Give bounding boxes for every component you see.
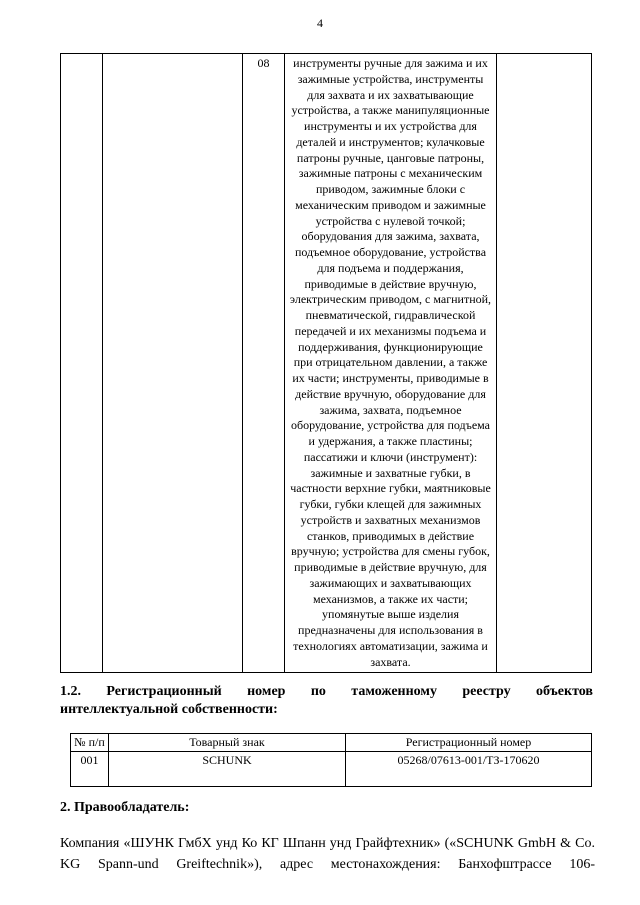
section-2-heading: 2. Правообладатель: [60,800,190,815]
registration-table [70,733,592,787]
section-1-2-heading-cont: интеллектуальной собственности: [60,702,278,717]
col-header-reg-number: Регистрационный номер [346,734,592,752]
registration-table-header [71,734,592,752]
col-header-number: № п/п [71,734,109,752]
table-row [71,752,592,787]
col-header-trademark: Товарный знак [109,734,346,752]
section-1-2-heading: 1.2. Регистрационный номер по таможенному реестру объектов [60,684,593,699]
cell-reg-number: 05268/07613-001/ТЗ-170620 [346,752,592,787]
goods-row [61,54,592,673]
goods-table [60,53,592,673]
cell-number: 001 [71,752,109,787]
goods-cell-empty-1 [61,54,103,673]
cell-trademark: SCHUNK [109,752,346,787]
goods-description: инструменты ручные для зажима и их зажимные устройства, инструменты для захвата и их захватывающие устройства, а также манипуляционные инструменты и их устройства для деталей и инструментов; кулачковые патроны ручные, цанговые патроны, зажимные патроны с механическим приводом, зажимные блоки с механическим приводом и зажимные устройства с нулевой точкой; оборудования для зажима, захвата, подъемное оборудование, устройства для подъема и поддержания, приводимые в действие вручную, электрическим приводом, с магнитной, пневматической, гидравлической передачей и их механизмы подъема и поддерживания, функционирующие при отрицательном давлении, а также их части; инструменты, приводимые в действие вручную, оборудование для зажима, захвата, подъемное оборудование, устройства для подъема и удержания, а также пластины; пассатижи и ключи (инструмент): зажимные и захватные губки, в частности верхние губки, маятниковые губки, губки клещей для зажимных устройств и захватных механизмов станков, приводимых в действие вручную; устройства для смены губок, приводимые в действие вручную, для зажимающих и захватывающих механизмов, а также их части; упомянутые выше изделия предназначены для использования в технологиях автоматизации, зажима и захвата. [285,54,497,673]
page-number: 4 [317,16,323,30]
class-code-cell: 08 [243,54,285,673]
goods-cell-empty-3 [497,54,592,673]
owner-paragraph: Компания «ШУНК ГмбХ унд Ко КГ Шпанн унд Грайфтехник» («SCHUNK GmbH & Co. KG Spann-und Greiftechnik»), адрес местонахождения: Банхофштрассе 106- [60,836,595,872]
goods-cell-empty-2 [103,54,243,673]
